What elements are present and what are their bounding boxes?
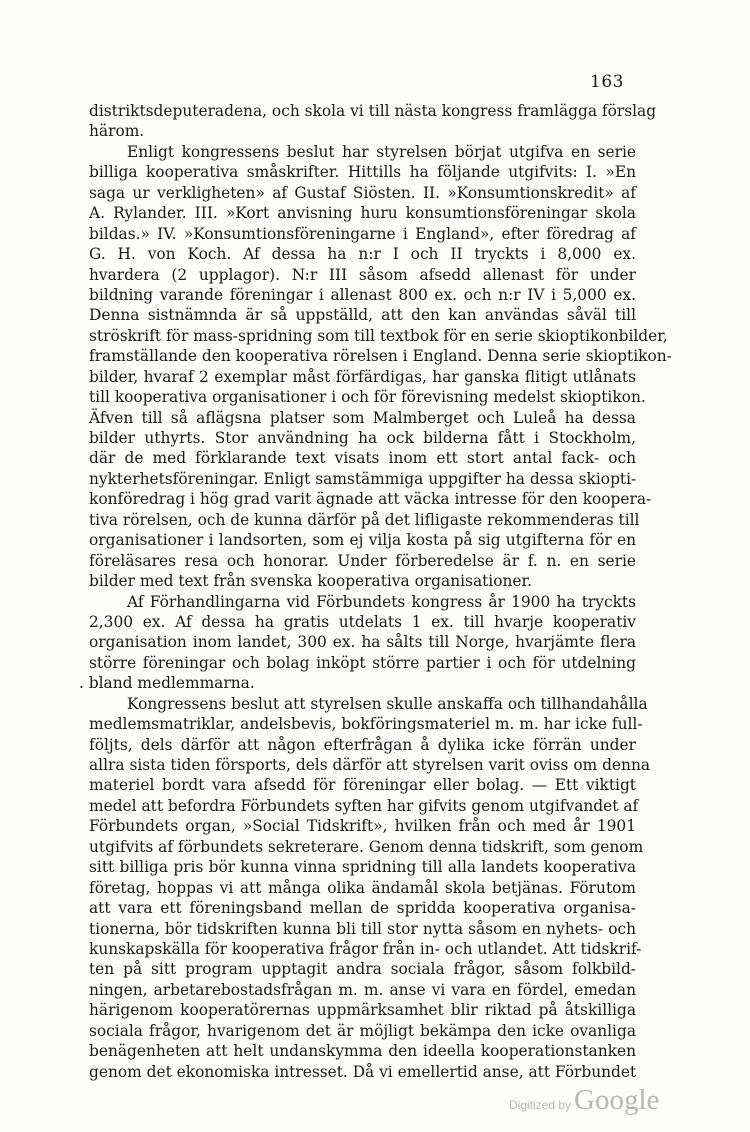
text-line: ten på sitt program upptagit andra sociala frågor, såsom folkbild- [89, 960, 636, 979]
text-line: bildning varande föreningar i allenast 800 ex. och n:r IV i 5,000 ex. [89, 285, 636, 304]
text-line: större föreningar och bolag inköpt större partier i och för utdelning [89, 653, 636, 672]
text-line: företag, hoppas vi att många olika ändamål skola betjänas. Förutom [89, 878, 636, 897]
text-line: sitt billiga pris bör kunna vinna spridning till alla landets kooperativa [89, 858, 636, 877]
text-line: allra sista tiden försports, dels därför att styrelsen varit oviss om denna [89, 756, 651, 774]
text-line: benägenheten att helt undanskymma den ideella kooperationstanken [89, 1042, 636, 1061]
body-text [79, 101, 672, 1082]
text-line: organisation inom landet, 300 ex. ha sålts till Norge, hvarjämte flera [89, 633, 636, 652]
text-line: . bland medlemmarna. [79, 674, 255, 693]
text-line: bilder, hvaraf 2 exemplar måst förfärdigas, har ganska flitigt utlånats [89, 367, 636, 386]
text-line: härom. [89, 122, 145, 141]
text-line: härigenom kooperatörernas uppmärksamhet blir riktad på åtskilliga [89, 1001, 636, 1020]
watermark-prefix: Digitized by [509, 1098, 572, 1112]
page-number: 163 [590, 72, 624, 92]
google-logo: Google [574, 1084, 660, 1116]
text-line: följts, dels därför att någon efterfrågan å dylika icke förrän under [89, 735, 636, 754]
text-line: framställande den kooperativa rörelsen i England. Denna serie skioptikon- [89, 347, 672, 366]
text-line: bilder med text från svenska kooperativa organisationer. [89, 572, 533, 591]
text-line: hvardera (2 upplagor). N:r III såsom afsedd allenast för under [89, 265, 636, 284]
text-line: där de med förklarande text visats inom ett stort antal fack- och [89, 449, 636, 468]
text-line: tionerna, bör tidskriften kunna bli till stor nytta såsom en nyhets- och [89, 919, 636, 938]
text-line: Äfven till så aflägsna platser som Malmberget och Luleå ha dessa [89, 408, 636, 427]
text-line: till kooperativa organisationer i och för förevisning medelst skioptikon. [89, 388, 646, 407]
text-line: medlemsmatriklar, andelsbevis, bokföringsmateriel m. m. har icke full- [89, 715, 643, 734]
text-line: distriktsdeputeradena, och skola vi till nästa kongress framlägga förslag [89, 102, 657, 120]
text-line: utgifvits af förbundets sekreterare. Genom denna tidskrift, som genom [89, 837, 644, 856]
text-line: Af Förhandlingarna vid Förbundets kongress år 1900 ha tryckts [127, 592, 636, 611]
text-line: tiva rörelsen, och de kunna därför på det lifligaste rekommenderas till [89, 510, 640, 529]
text-line: Kongressens beslut att styrelsen skulle anskaffa och tillhandahålla [127, 694, 648, 713]
text-line: genom det ekonomiska intresset. Då vi emellertid anse, att Förbundet [89, 1062, 637, 1081]
text-line: ningen, arbetarebostadsfrågan m. m. anse vi vara en fördel, emedan [89, 980, 636, 999]
digitized-watermark [509, 1084, 659, 1117]
text-line: att vara ett föreningsband mellan de spridda kooperativa organisa- [89, 899, 636, 918]
text-line: materiel bordt vara afsedd för föreningar eller bolag. — Ett viktigt [89, 776, 636, 795]
text-line: Denna sistnämnda är så uppställd, att den kan användas såväl till [89, 306, 636, 325]
text-line: G. H. von Koch. Af dessa ha n:r I och II tryckts i 8,000 ex. [89, 245, 636, 264]
text-line: Förbundets organ, »Social Tidskrift», hvilken från och med år 1901 [89, 817, 636, 836]
text-line: saga ur verkligheten» af Gustaf Siösten. II. »Konsumtionskredit» af [89, 183, 636, 202]
text-line: bilder uthyrts. Stor användning ha ock bilderna fått i Stockholm, [89, 429, 636, 447]
text-line: föreläsares resa och honorar. Under förberedelse är f. n. en serie [89, 551, 636, 570]
text-line: bildas.» IV. »Konsumtionsföreningarne i England», efter föredrag af [89, 224, 636, 243]
text-line: Enligt kongressens beslut har styrelsen börjat utgifva en serie [127, 142, 636, 161]
text-line: organisationer i landsorten, som ej vilja kosta på sig utgifterna för en [89, 531, 636, 550]
text-line: 2,300 ex. Af dessa ha gratis utdelats 1 ex. till hvarje kooperativ [89, 612, 636, 631]
text-line: kunskapskälla för kooperativa frågor från in- och utlandet. Att tidskrif- [89, 939, 642, 958]
text-line: medel att befordra Förbundets syften har gifvits genom utgifvandet af [89, 796, 639, 815]
text-line: nykterhetsföreningar. Enligt samstämmiga uppgifter ha dessa skiopti- [89, 469, 637, 488]
text-line: konföredrag i hög grad varit ägnade att väcka intresse för den koopera- [89, 490, 652, 509]
text-line: billiga kooperativa småskrifter. Hittills ha följande utgifvits: I. »En [89, 163, 636, 182]
text-line: A. Rylander. III. »Kort anvisning huru konsumtionsföreningar skola [89, 204, 636, 223]
text-line: sociala frågor, hvarigenom det är möjligt bekämpa den icke ovanliga [89, 1021, 636, 1040]
text-line: ströskrift för mass-spridning som till textbok för en serie skioptikonbilder, [89, 326, 668, 345]
